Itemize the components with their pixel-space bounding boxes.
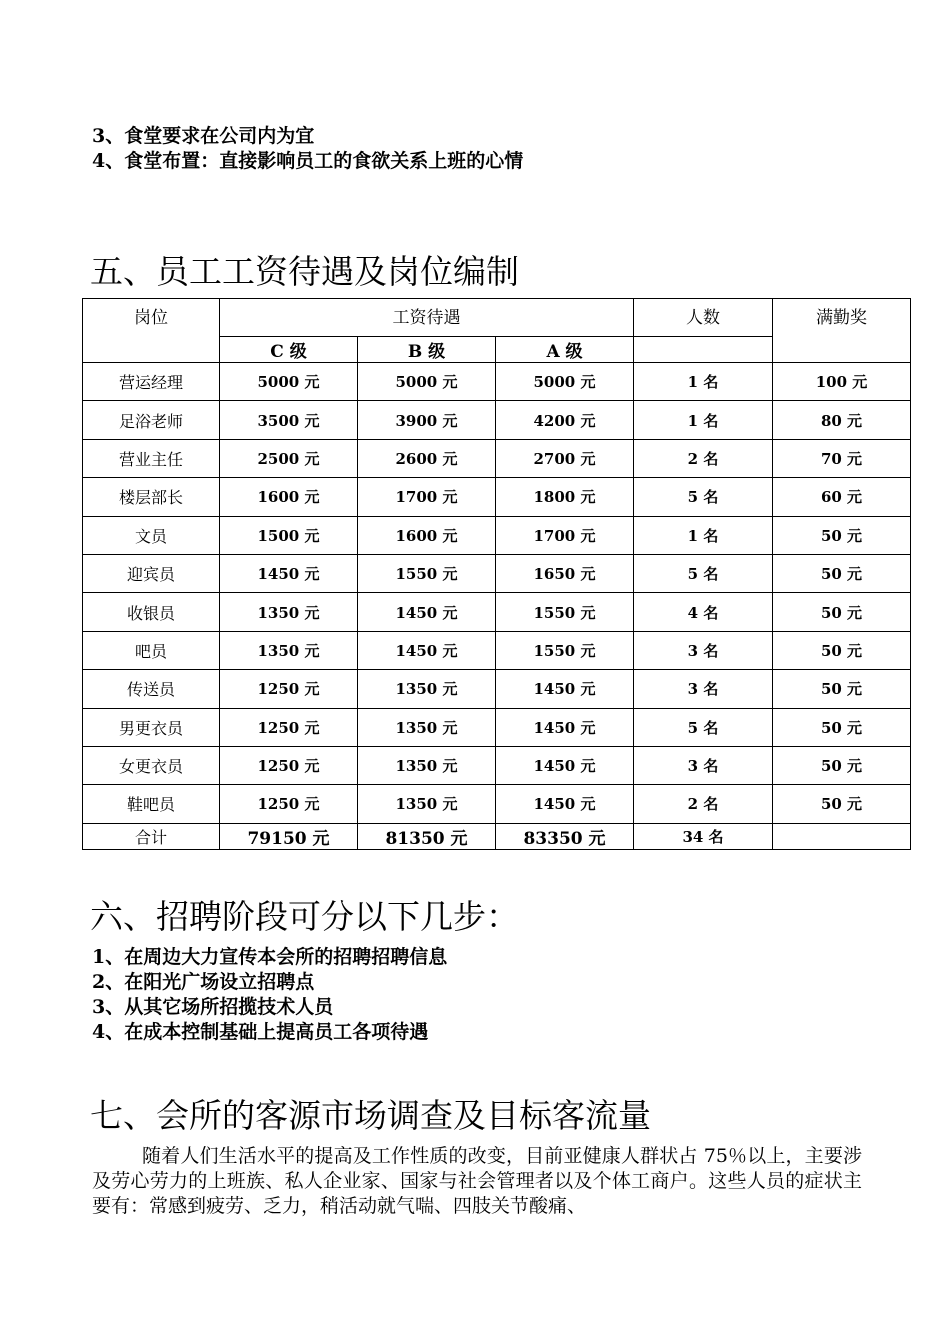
count-cell: 3 名	[634, 746, 773, 784]
count-cell: 4 名	[634, 593, 773, 631]
wage-a-cell: 5000 元	[496, 363, 634, 401]
wage-c-cell: 1350 元	[220, 593, 358, 631]
count-cell: 2 名	[634, 439, 773, 477]
wage-c-cell: 1500 元	[220, 516, 358, 554]
wage-a-cell: 1450 元	[496, 670, 634, 708]
bonus-cell: 50 元	[773, 516, 911, 554]
section-title-market: 七、会所的客源市场调查及目标客流量	[90, 1096, 651, 1135]
header-bonus: 满勤奖	[773, 299, 911, 363]
wage-c-cell: 1250 元	[220, 785, 358, 823]
wage-b-cell: 3900 元	[358, 401, 496, 439]
wage-b-cell: 1450 元	[358, 593, 496, 631]
wage-b-cell: 1550 元	[358, 554, 496, 592]
section-title-recruitment: 六、招聘阶段可分以下几步：	[90, 897, 519, 936]
count-cell: 3 名	[634, 670, 773, 708]
count-cell: 1 名	[634, 401, 773, 439]
wage-b-cell: 1450 元	[358, 631, 496, 669]
position-cell: 收银员	[83, 593, 220, 631]
wage-b-cell: 1700 元	[358, 478, 496, 516]
wage-b-cell: 1350 元	[358, 708, 496, 746]
bonus-cell: 50 元	[773, 670, 911, 708]
wage-c-cell: 3500 元	[220, 401, 358, 439]
canteen-point: 3、食堂要求在公司内为宜	[92, 125, 315, 147]
wage-a-cell: 1700 元	[496, 516, 634, 554]
wage-a-cell: 1550 元	[496, 593, 634, 631]
wage-a-cell: 4200 元	[496, 401, 634, 439]
header-position: 岗位	[83, 299, 220, 363]
wage-c-cell: 1250 元	[220, 670, 358, 708]
wage-a-cell: 1650 元	[496, 554, 634, 592]
table-row	[83, 593, 911, 631]
count-cell: 5 名	[634, 708, 773, 746]
wage-c-cell: 1350 元	[220, 631, 358, 669]
wage-a-cell: 1450 元	[496, 708, 634, 746]
table-row	[83, 708, 911, 746]
header-wage: 工资待遇	[220, 299, 634, 337]
total-bonus	[773, 823, 911, 849]
wage-c-cell: 1450 元	[220, 554, 358, 592]
header-grade-c: C 级	[220, 337, 358, 363]
bonus-cell: 50 元	[773, 554, 911, 592]
canteen-point: 4、食堂布置：直接影响员工的食欲关系上班的心情	[92, 150, 524, 172]
table-row	[83, 516, 911, 554]
total-label: 合计	[83, 823, 220, 849]
total-row	[83, 823, 911, 849]
count-cell: 5 名	[634, 478, 773, 516]
wage-rows	[83, 363, 911, 824]
table-row	[83, 746, 911, 784]
position-cell: 女更衣员	[83, 746, 220, 784]
count-cell: 1 名	[634, 516, 773, 554]
bonus-cell: 50 元	[773, 708, 911, 746]
position-cell: 文员	[83, 516, 220, 554]
position-cell: 楼层部长	[83, 478, 220, 516]
count-cell: 2 名	[634, 785, 773, 823]
wage-b-cell: 5000 元	[358, 363, 496, 401]
bonus-cell: 70 元	[773, 439, 911, 477]
count-cell: 5 名	[634, 554, 773, 592]
table-row	[83, 554, 911, 592]
wage-table	[82, 298, 911, 850]
position-cell: 鞋吧员	[83, 785, 220, 823]
wage-b-cell: 1350 元	[358, 670, 496, 708]
wage-c-cell: 1250 元	[220, 708, 358, 746]
table-row	[83, 401, 911, 439]
table-row	[83, 439, 911, 477]
table-row	[83, 670, 911, 708]
position-cell: 足浴老师	[83, 401, 220, 439]
bonus-cell: 80 元	[773, 401, 911, 439]
wage-c-cell: 1600 元	[220, 478, 358, 516]
recruit-step: 1、在周边大力宣传本会所的招聘招聘信息	[92, 946, 448, 968]
wage-a-cell: 1450 元	[496, 746, 634, 784]
bonus-cell: 50 元	[773, 593, 911, 631]
position-cell: 传送员	[83, 670, 220, 708]
bonus-cell: 50 元	[773, 785, 911, 823]
recruit-step: 2、在阳光广场设立招聘点	[92, 971, 315, 993]
recruit-step: 3、从其它场所招揽技术人员	[92, 996, 334, 1018]
table-row	[83, 478, 911, 516]
table-row	[83, 785, 911, 823]
wage-a-cell: 1450 元	[496, 785, 634, 823]
count-cell: 1 名	[634, 363, 773, 401]
total-b: 81350 元	[358, 823, 496, 849]
position-cell: 吧员	[83, 631, 220, 669]
wage-c-cell: 1250 元	[220, 746, 358, 784]
position-cell: 营运经理	[83, 363, 220, 401]
position-cell: 男更衣员	[83, 708, 220, 746]
wage-b-cell: 2600 元	[358, 439, 496, 477]
bonus-cell: 100 元	[773, 363, 911, 401]
bonus-cell: 60 元	[773, 478, 911, 516]
wage-a-cell: 1550 元	[496, 631, 634, 669]
wage-c-cell: 5000 元	[220, 363, 358, 401]
total-a: 83350 元	[496, 823, 634, 849]
wage-b-cell: 1600 元	[358, 516, 496, 554]
count-cell: 3 名	[634, 631, 773, 669]
header-grade-b: B 级	[358, 337, 496, 363]
table-row	[83, 363, 911, 401]
total-c: 79150 元	[220, 823, 358, 849]
wage-a-cell: 2700 元	[496, 439, 634, 477]
recruit-step: 4、在成本控制基础上提高员工各项待遇	[92, 1021, 429, 1043]
position-cell: 迎宾员	[83, 554, 220, 592]
bonus-cell: 50 元	[773, 746, 911, 784]
wage-b-cell: 1350 元	[358, 785, 496, 823]
wage-b-cell: 1350 元	[358, 746, 496, 784]
table-row	[83, 631, 911, 669]
wage-c-cell: 2500 元	[220, 439, 358, 477]
section-title-wages: 五、员工工资待遇及岗位编制	[90, 252, 519, 291]
market-paragraph: 随着人们生活水平的提高及工作性质的改变，目前亚健康人群状占 75％以上，主要涉及劳心劳力的上班族、私人企业家、国家与社会管理者以及个体工商户。这些人员的症状主要有：常感到疲劳、乏力，稍活动就气喘、四肢关节酸痛、	[92, 1145, 862, 1217]
bonus-cell: 50 元	[773, 631, 911, 669]
total-count: 34 名	[634, 823, 773, 849]
header-count: 人数	[634, 299, 773, 337]
header-count-blank	[634, 337, 773, 363]
position-cell: 营业主任	[83, 439, 220, 477]
header-grade-a: A 级	[496, 337, 634, 363]
wage-a-cell: 1800 元	[496, 478, 634, 516]
